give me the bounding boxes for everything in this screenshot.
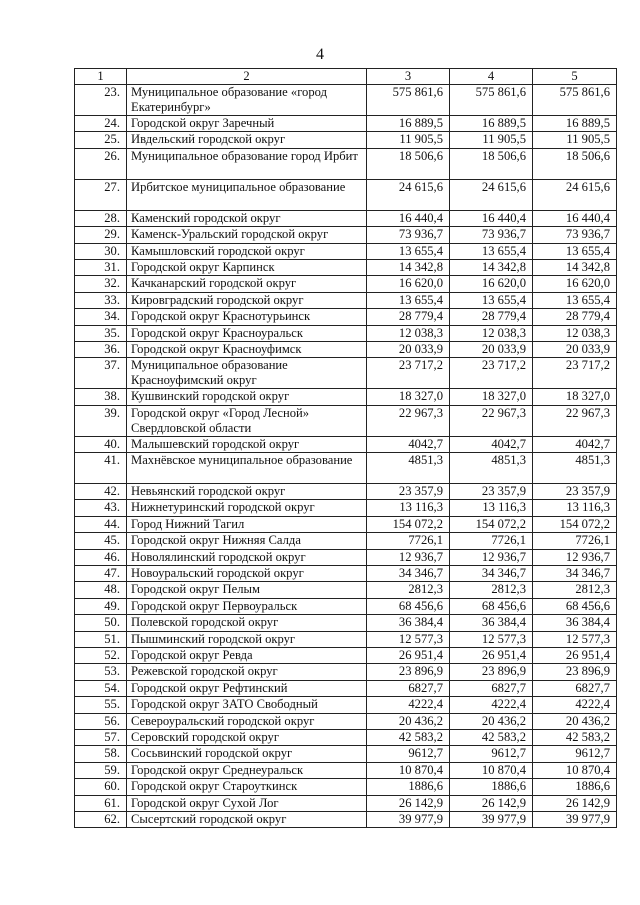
value-col-4: 4042,7 bbox=[450, 436, 533, 452]
value-col-3: 4851,3 bbox=[367, 453, 450, 484]
value-col-5: 73 936,7 bbox=[533, 227, 617, 243]
row-number: 62. bbox=[75, 811, 127, 827]
value-col-4: 9612,7 bbox=[450, 746, 533, 762]
municipality-name: Городской округ Первоуральск bbox=[127, 598, 367, 614]
row-number: 30. bbox=[75, 243, 127, 259]
value-col-5: 6827,7 bbox=[533, 680, 617, 696]
table-row bbox=[75, 549, 617, 565]
municipality-name: Городской округ Пелым bbox=[127, 582, 367, 598]
value-col-4: 26 142,9 bbox=[450, 795, 533, 811]
value-col-4: 154 072,2 bbox=[450, 516, 533, 532]
value-col-4: 6827,7 bbox=[450, 680, 533, 696]
value-col-5: 34 346,7 bbox=[533, 566, 617, 582]
municipality-name: Городской округ Заречный bbox=[127, 116, 367, 132]
value-col-4: 16 620,0 bbox=[450, 276, 533, 292]
table-row bbox=[75, 746, 617, 762]
value-col-3: 7726,1 bbox=[367, 533, 450, 549]
page-number: 4 bbox=[316, 46, 324, 63]
value-col-5: 9612,7 bbox=[533, 746, 617, 762]
row-number: 50. bbox=[75, 615, 127, 631]
value-col-3: 13 655,4 bbox=[367, 292, 450, 308]
municipality-name: Кировградский городской округ bbox=[127, 292, 367, 308]
value-col-5: 23 717,2 bbox=[533, 358, 617, 389]
value-col-5: 575 861,6 bbox=[533, 85, 617, 116]
table-row bbox=[75, 436, 617, 452]
table-row bbox=[75, 405, 617, 436]
value-col-4: 575 861,6 bbox=[450, 85, 533, 116]
value-col-3: 6827,7 bbox=[367, 680, 450, 696]
value-col-5: 26 951,4 bbox=[533, 647, 617, 663]
value-col-5: 16 889,5 bbox=[533, 116, 617, 132]
table-row bbox=[75, 811, 617, 827]
table-row bbox=[75, 116, 617, 132]
table-row bbox=[75, 389, 617, 405]
value-col-3: 18 327,0 bbox=[367, 389, 450, 405]
value-col-3: 39 977,9 bbox=[367, 811, 450, 827]
value-col-4: 12 577,3 bbox=[450, 631, 533, 647]
value-col-3: 22 967,3 bbox=[367, 405, 450, 436]
value-col-4: 23 896,9 bbox=[450, 664, 533, 680]
row-number: 52. bbox=[75, 647, 127, 663]
value-col-4: 13 655,4 bbox=[450, 243, 533, 259]
value-col-3: 18 506,6 bbox=[367, 148, 450, 179]
value-col-4: 7726,1 bbox=[450, 533, 533, 549]
header-col-5: 5 bbox=[533, 69, 617, 85]
value-col-3: 12 936,7 bbox=[367, 549, 450, 565]
row-number: 46. bbox=[75, 549, 127, 565]
municipality-name: Городской округ Краснотурьинск bbox=[127, 309, 367, 325]
value-col-5: 10 870,4 bbox=[533, 762, 617, 778]
table-row bbox=[75, 500, 617, 516]
row-number: 43. bbox=[75, 500, 127, 516]
value-col-5: 36 384,4 bbox=[533, 615, 617, 631]
value-col-3: 68 456,6 bbox=[367, 598, 450, 614]
municipality-name: Североуральский городской округ bbox=[127, 713, 367, 729]
row-number: 26. bbox=[75, 148, 127, 179]
table-row bbox=[75, 582, 617, 598]
value-col-5: 14 342,8 bbox=[533, 259, 617, 275]
value-col-3: 26 142,9 bbox=[367, 795, 450, 811]
value-col-4: 1886,6 bbox=[450, 779, 533, 795]
header-col-1: 1 bbox=[75, 69, 127, 85]
municipality-name: Городской округ Рефтинский bbox=[127, 680, 367, 696]
value-col-3: 36 384,4 bbox=[367, 615, 450, 631]
row-number: 61. bbox=[75, 795, 127, 811]
value-col-5: 12 038,3 bbox=[533, 325, 617, 341]
row-number: 34. bbox=[75, 309, 127, 325]
value-col-5: 13 655,4 bbox=[533, 243, 617, 259]
value-col-3: 26 951,4 bbox=[367, 647, 450, 663]
value-col-3: 23 357,9 bbox=[367, 484, 450, 500]
table-row bbox=[75, 647, 617, 663]
table-row bbox=[75, 325, 617, 341]
table-row bbox=[75, 598, 617, 614]
value-col-4: 4222,4 bbox=[450, 697, 533, 713]
row-number: 56. bbox=[75, 713, 127, 729]
value-col-4: 13 116,3 bbox=[450, 500, 533, 516]
municipality-name: Полевской городской округ bbox=[127, 615, 367, 631]
value-col-3: 23 717,2 bbox=[367, 358, 450, 389]
table-row bbox=[75, 795, 617, 811]
value-col-3: 20 033,9 bbox=[367, 341, 450, 357]
row-number: 48. bbox=[75, 582, 127, 598]
value-col-3: 20 436,2 bbox=[367, 713, 450, 729]
table-row bbox=[75, 276, 617, 292]
row-number: 59. bbox=[75, 762, 127, 778]
municipality-name: Городской округ Сухой Лог bbox=[127, 795, 367, 811]
municipality-name: Городской округ Красноуфимск bbox=[127, 341, 367, 357]
header-col-4: 4 bbox=[450, 69, 533, 85]
row-number: 51. bbox=[75, 631, 127, 647]
value-col-4: 28 779,4 bbox=[450, 309, 533, 325]
value-col-5: 12 577,3 bbox=[533, 631, 617, 647]
value-col-5: 4222,4 bbox=[533, 697, 617, 713]
municipality-name: Каменский городской округ bbox=[127, 210, 367, 226]
municipality-name: Малышевский городской округ bbox=[127, 436, 367, 452]
municipality-name: Серовский городской округ bbox=[127, 729, 367, 745]
row-number: 29. bbox=[75, 227, 127, 243]
value-col-3: 12 038,3 bbox=[367, 325, 450, 341]
value-col-5: 28 779,4 bbox=[533, 309, 617, 325]
table-row bbox=[75, 697, 617, 713]
table-row bbox=[75, 484, 617, 500]
municipality-name: Муниципальное образование Красноуфимский округ bbox=[127, 358, 367, 389]
value-col-5: 42 583,2 bbox=[533, 729, 617, 745]
value-col-5: 20 436,2 bbox=[533, 713, 617, 729]
table-row bbox=[75, 713, 617, 729]
table-row bbox=[75, 341, 617, 357]
value-col-3: 11 905,5 bbox=[367, 132, 450, 148]
row-number: 42. bbox=[75, 484, 127, 500]
value-col-4: 26 951,4 bbox=[450, 647, 533, 663]
row-number: 54. bbox=[75, 680, 127, 696]
row-number: 49. bbox=[75, 598, 127, 614]
municipality-name: Сосьвинский городской округ bbox=[127, 746, 367, 762]
municipality-name: Режевской городской округ bbox=[127, 664, 367, 680]
value-col-4: 16 440,4 bbox=[450, 210, 533, 226]
value-col-4: 22 967,3 bbox=[450, 405, 533, 436]
value-col-4: 20 436,2 bbox=[450, 713, 533, 729]
value-col-4: 73 936,7 bbox=[450, 227, 533, 243]
value-col-4: 16 889,5 bbox=[450, 116, 533, 132]
value-col-5: 2812,3 bbox=[533, 582, 617, 598]
value-col-5: 68 456,6 bbox=[533, 598, 617, 614]
table-row bbox=[75, 762, 617, 778]
value-col-4: 20 033,9 bbox=[450, 341, 533, 357]
value-col-4: 42 583,2 bbox=[450, 729, 533, 745]
header-row bbox=[75, 69, 617, 85]
value-col-4: 13 655,4 bbox=[450, 292, 533, 308]
value-col-4: 11 905,5 bbox=[450, 132, 533, 148]
table-row bbox=[75, 533, 617, 549]
row-number: 32. bbox=[75, 276, 127, 292]
value-col-3: 14 342,8 bbox=[367, 259, 450, 275]
value-col-3: 16 889,5 bbox=[367, 116, 450, 132]
value-col-5: 1886,6 bbox=[533, 779, 617, 795]
value-col-5: 26 142,9 bbox=[533, 795, 617, 811]
value-col-3: 154 072,2 bbox=[367, 516, 450, 532]
value-col-4: 23 717,2 bbox=[450, 358, 533, 389]
table-row bbox=[75, 453, 617, 484]
table-row bbox=[75, 779, 617, 795]
value-col-3: 1886,6 bbox=[367, 779, 450, 795]
row-number: 31. bbox=[75, 259, 127, 275]
value-col-3: 16 620,0 bbox=[367, 276, 450, 292]
municipality-name: Качканарский городской округ bbox=[127, 276, 367, 292]
value-col-3: 34 346,7 bbox=[367, 566, 450, 582]
table-row bbox=[75, 309, 617, 325]
row-number: 38. bbox=[75, 389, 127, 405]
value-col-4: 18 327,0 bbox=[450, 389, 533, 405]
municipality-name: Городской округ Красноуральск bbox=[127, 325, 367, 341]
value-col-4: 18 506,6 bbox=[450, 148, 533, 179]
table-header bbox=[75, 69, 617, 85]
value-col-5: 154 072,2 bbox=[533, 516, 617, 532]
row-number: 35. bbox=[75, 325, 127, 341]
municipality-name: Городской округ Карпинск bbox=[127, 259, 367, 275]
municipality-name: Ивдельский городской округ bbox=[127, 132, 367, 148]
header-col-3: 3 bbox=[367, 69, 450, 85]
value-col-3: 13 655,4 bbox=[367, 243, 450, 259]
row-number: 40. bbox=[75, 436, 127, 452]
table-row bbox=[75, 227, 617, 243]
row-number: 27. bbox=[75, 179, 127, 210]
value-col-5: 23 357,9 bbox=[533, 484, 617, 500]
table-row bbox=[75, 148, 617, 179]
table-body bbox=[75, 85, 617, 828]
row-number: 45. bbox=[75, 533, 127, 549]
municipality-name: Невьянский городской округ bbox=[127, 484, 367, 500]
value-col-3: 4042,7 bbox=[367, 436, 450, 452]
value-col-5: 13 655,4 bbox=[533, 292, 617, 308]
row-number: 33. bbox=[75, 292, 127, 308]
municipality-name: Новолялинский городской округ bbox=[127, 549, 367, 565]
municipality-name: Городской округ Ревда bbox=[127, 647, 367, 663]
municipality-name: Ирбитское муниципальное образование bbox=[127, 179, 367, 210]
value-col-5: 22 967,3 bbox=[533, 405, 617, 436]
row-number: 23. bbox=[75, 85, 127, 116]
value-col-5: 13 116,3 bbox=[533, 500, 617, 516]
value-col-3: 4222,4 bbox=[367, 697, 450, 713]
budget-table bbox=[74, 68, 617, 828]
value-col-4: 39 977,9 bbox=[450, 811, 533, 827]
value-col-3: 23 896,9 bbox=[367, 664, 450, 680]
value-col-4: 12 038,3 bbox=[450, 325, 533, 341]
row-number: 25. bbox=[75, 132, 127, 148]
value-col-4: 36 384,4 bbox=[450, 615, 533, 631]
value-col-4: 34 346,7 bbox=[450, 566, 533, 582]
row-number: 36. bbox=[75, 341, 127, 357]
table-row bbox=[75, 516, 617, 532]
value-col-5: 18 506,6 bbox=[533, 148, 617, 179]
value-col-3: 9612,7 bbox=[367, 746, 450, 762]
table-row bbox=[75, 631, 617, 647]
municipality-name: Город Нижний Тагил bbox=[127, 516, 367, 532]
value-col-4: 12 936,7 bbox=[450, 549, 533, 565]
municipality-name: Городской округ ЗАТО Свободный bbox=[127, 697, 367, 713]
value-col-3: 28 779,4 bbox=[367, 309, 450, 325]
value-col-3: 12 577,3 bbox=[367, 631, 450, 647]
value-col-3: 42 583,2 bbox=[367, 729, 450, 745]
municipality-name: Городской округ Староуткинск bbox=[127, 779, 367, 795]
municipality-name: Городской округ Нижняя Салда bbox=[127, 533, 367, 549]
row-number: 58. bbox=[75, 746, 127, 762]
municipality-name: Городской округ «Город Лесной» Свердловской области bbox=[127, 405, 367, 436]
row-number: 37. bbox=[75, 358, 127, 389]
value-col-4: 2812,3 bbox=[450, 582, 533, 598]
value-col-5: 11 905,5 bbox=[533, 132, 617, 148]
value-col-5: 12 936,7 bbox=[533, 549, 617, 565]
row-number: 47. bbox=[75, 566, 127, 582]
value-col-3: 24 615,6 bbox=[367, 179, 450, 210]
municipality-name: Сысертский городской округ bbox=[127, 811, 367, 827]
value-col-5: 16 440,4 bbox=[533, 210, 617, 226]
municipality-name: Камышловский городской округ bbox=[127, 243, 367, 259]
municipality-name: Каменск-Уральский городской округ bbox=[127, 227, 367, 243]
municipality-name: Пышминский городской округ bbox=[127, 631, 367, 647]
row-number: 44. bbox=[75, 516, 127, 532]
value-col-5: 18 327,0 bbox=[533, 389, 617, 405]
value-col-3: 13 116,3 bbox=[367, 500, 450, 516]
table-row bbox=[75, 210, 617, 226]
value-col-3: 73 936,7 bbox=[367, 227, 450, 243]
row-number: 28. bbox=[75, 210, 127, 226]
table-row bbox=[75, 179, 617, 210]
table-row bbox=[75, 292, 617, 308]
table-row bbox=[75, 680, 617, 696]
municipality-name: Кушвинский городской округ bbox=[127, 389, 367, 405]
table-row bbox=[75, 615, 617, 631]
table-row bbox=[75, 85, 617, 116]
value-col-4: 24 615,6 bbox=[450, 179, 533, 210]
value-col-5: 39 977,9 bbox=[533, 811, 617, 827]
value-col-5: 4851,3 bbox=[533, 453, 617, 484]
table-row bbox=[75, 243, 617, 259]
value-col-4: 4851,3 bbox=[450, 453, 533, 484]
municipality-name: Муниципальное образование город Ирбит bbox=[127, 148, 367, 179]
municipality-name: Махнёвское муниципальное образование bbox=[127, 453, 367, 484]
table-row bbox=[75, 132, 617, 148]
municipality-name: Новоуральский городской округ bbox=[127, 566, 367, 582]
value-col-5: 7726,1 bbox=[533, 533, 617, 549]
row-number: 53. bbox=[75, 664, 127, 680]
value-col-5: 4042,7 bbox=[533, 436, 617, 452]
row-number: 55. bbox=[75, 697, 127, 713]
municipality-name: Городской округ Среднеуральск bbox=[127, 762, 367, 778]
table-row bbox=[75, 566, 617, 582]
municipality-name: Нижнетуринский городской округ bbox=[127, 500, 367, 516]
value-col-4: 10 870,4 bbox=[450, 762, 533, 778]
table-row bbox=[75, 664, 617, 680]
value-col-5: 24 615,6 bbox=[533, 179, 617, 210]
table-row bbox=[75, 259, 617, 275]
header-col-2: 2 bbox=[127, 69, 367, 85]
value-col-3: 2812,3 bbox=[367, 582, 450, 598]
row-number: 60. bbox=[75, 779, 127, 795]
row-number: 41. bbox=[75, 453, 127, 484]
value-col-4: 68 456,6 bbox=[450, 598, 533, 614]
value-col-3: 10 870,4 bbox=[367, 762, 450, 778]
row-number: 24. bbox=[75, 116, 127, 132]
row-number: 39. bbox=[75, 405, 127, 436]
value-col-5: 23 896,9 bbox=[533, 664, 617, 680]
value-col-3: 575 861,6 bbox=[367, 85, 450, 116]
value-col-4: 23 357,9 bbox=[450, 484, 533, 500]
table-row bbox=[75, 729, 617, 745]
table-row bbox=[75, 358, 617, 389]
value-col-3: 16 440,4 bbox=[367, 210, 450, 226]
municipality-name: Муниципальное образование «город Екатеринбург» bbox=[127, 85, 367, 116]
row-number: 57. bbox=[75, 729, 127, 745]
value-col-4: 14 342,8 bbox=[450, 259, 533, 275]
value-col-5: 16 620,0 bbox=[533, 276, 617, 292]
value-col-5: 20 033,9 bbox=[533, 341, 617, 357]
